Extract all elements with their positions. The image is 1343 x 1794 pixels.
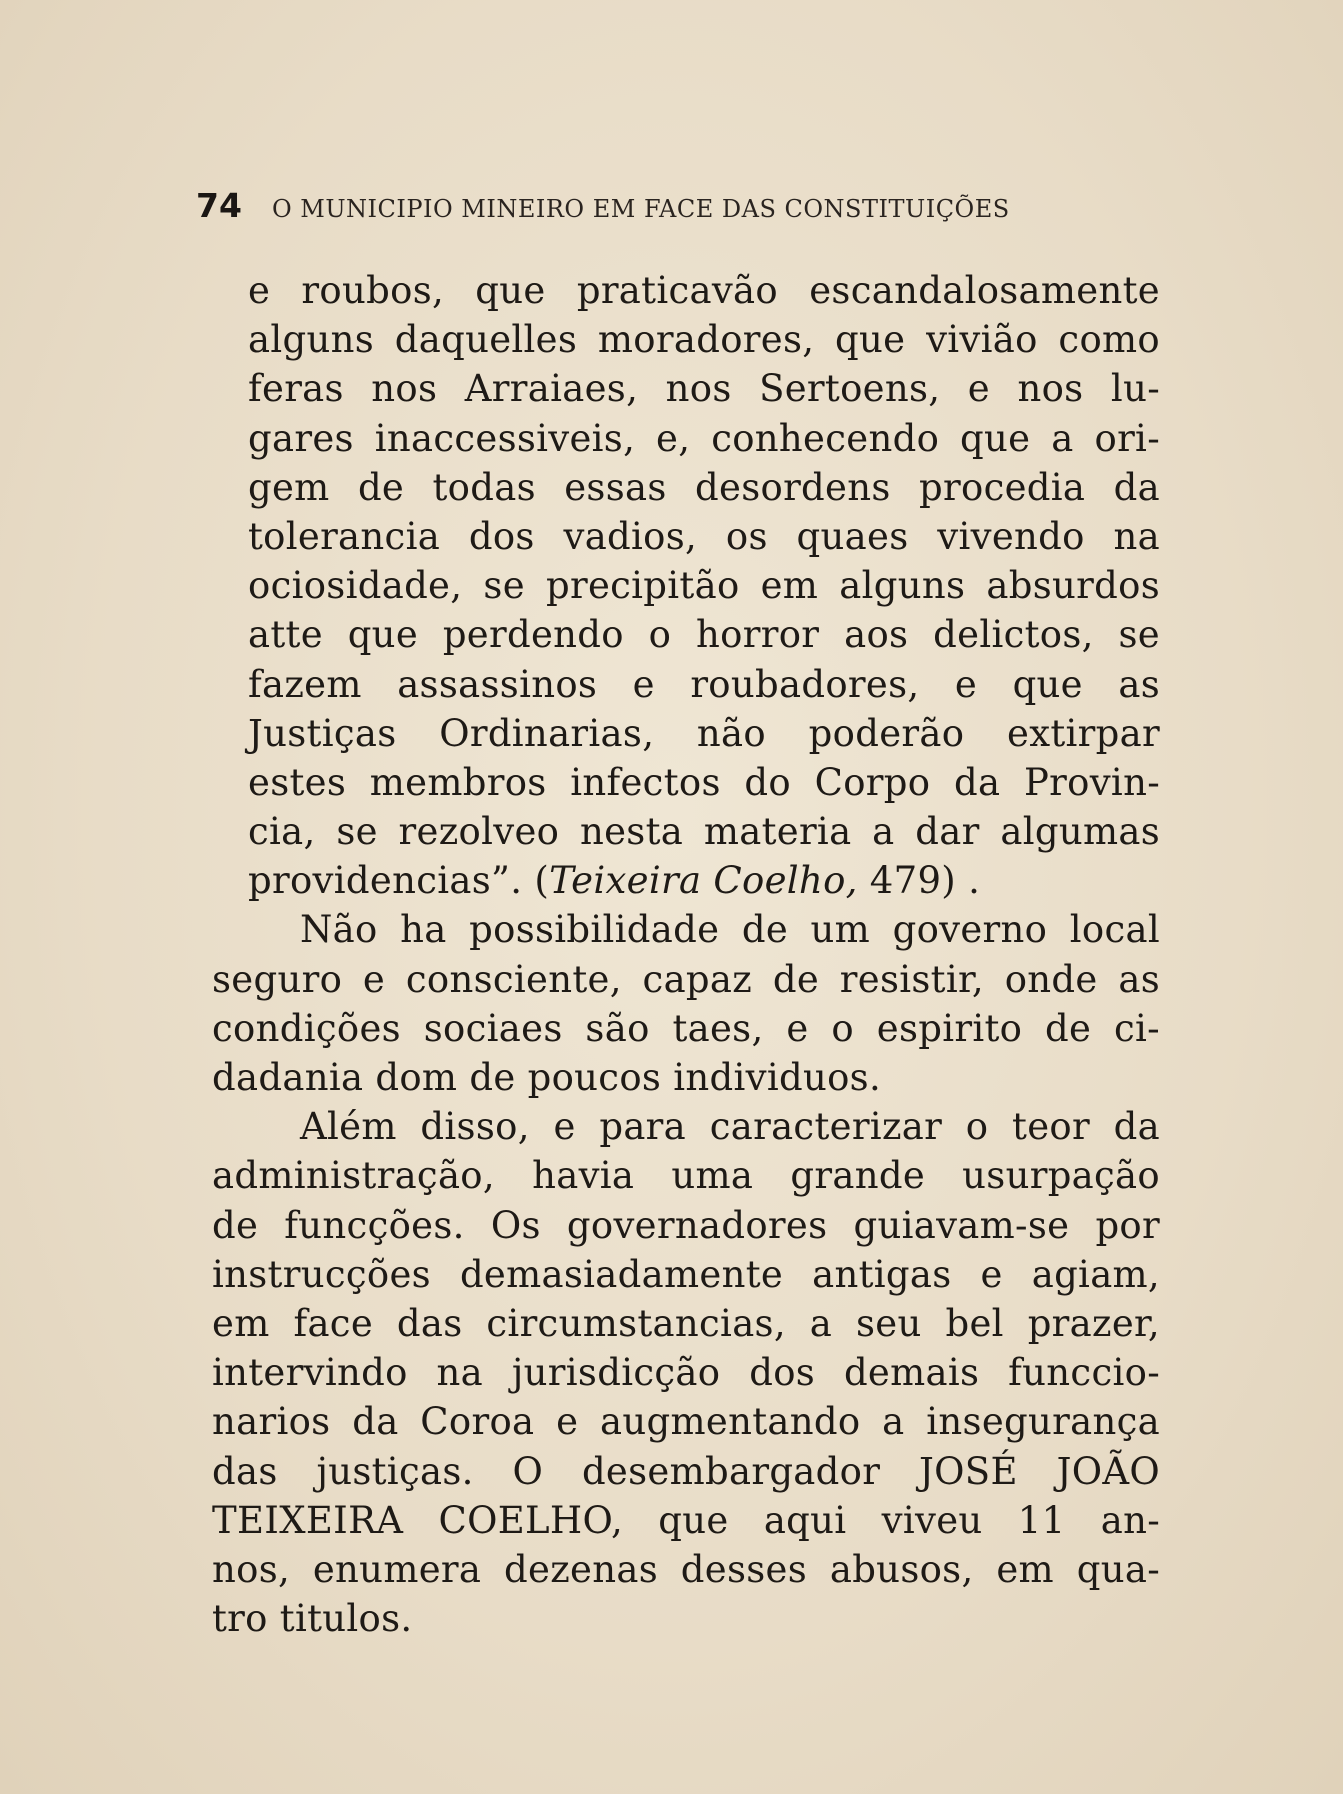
citation-page: 479) . xyxy=(857,859,981,903)
paragraph xyxy=(208,905,1168,1102)
paragraph-line: intervindo na jurisdicção dos demais funccio- xyxy=(212,1351,1160,1395)
quote-line: atte que perdendo o horror aos delictos, se xyxy=(248,613,1160,657)
paragraph xyxy=(208,1102,1168,1643)
paragraph-line: em face das circumstancias, a seu bel prazer, xyxy=(212,1301,1160,1345)
paragraph-line: dadania dom de poucos individuos. xyxy=(212,1056,882,1099)
quoted-passage xyxy=(208,266,1168,905)
quote-line: Justiças Ordinarias, não poderão extirpar xyxy=(248,711,1160,755)
quote-line: estes membros infectos do Corpo da Provin- xyxy=(248,760,1160,804)
quote-last-line xyxy=(208,856,1168,905)
quote-line: gem de todas essas desordens procedia da xyxy=(248,465,1160,509)
quote-line: e roubos, que praticavão escandalosamente xyxy=(248,269,1160,312)
paragraph-line: condições sociaes são taes, e o espirito de ci- xyxy=(212,1006,1160,1050)
paragraph-line: nos, enumera dezenas desses abusos, em qua- xyxy=(212,1547,1160,1591)
paragraph-line: das justiças. O desembargador JOSÉ JOÃO xyxy=(212,1449,1160,1493)
paragraph-line: Além disso, e para caracterizar o teor da xyxy=(300,1105,1160,1149)
quote-line: ociosidade, se precipitão em alguns absurdos xyxy=(248,564,1160,608)
paragraph-line: Não ha possibilidade de um governo local xyxy=(300,908,1160,952)
citation-author: Teixeira Coelho, xyxy=(549,859,858,903)
body-text xyxy=(208,266,1168,1643)
paragraph-line: instrucções demasiadamente antigas e agiam, xyxy=(212,1252,1160,1296)
paragraph-line: de funcções. Os governadores guiavam-se por xyxy=(212,1203,1160,1247)
quote-last-line-text: providencias”. ( xyxy=(248,859,550,903)
running-head xyxy=(196,186,1156,230)
paragraph-line: tro titulos. xyxy=(212,1597,413,1641)
quote-line: alguns daquelles moradores, que vivião como xyxy=(248,318,1160,362)
quote-line: fazem assassinos e roubadores, e que as xyxy=(248,662,1160,706)
running-title: O MUNICIPIO MINEIRO EM FACE DAS CONSTITUIÇÕES xyxy=(271,195,1010,223)
page-number: 74 xyxy=(196,186,242,225)
paragraph-line: seguro e consciente, capaz de resistir, onde as xyxy=(212,957,1160,1001)
quote-line: cia, se rezolveo nesta materia a dar algumas xyxy=(248,810,1160,854)
quote-line: tolerancia dos vadios, os quaes vivendo na xyxy=(248,514,1160,558)
quote-line: gares inaccessiveis, e, conhecendo que a ori- xyxy=(248,416,1160,460)
paragraph-line: narios da Coroa e augmentando a insegurança xyxy=(212,1400,1160,1444)
paragraph-line: TEIXEIRA COELHO, que aqui viveu 11 an- xyxy=(212,1498,1160,1542)
paragraph-line: administração, havia uma grande usurpação xyxy=(212,1154,1160,1198)
quote-line: feras nos Arraiaes, nos Sertoens, e nos lu- xyxy=(248,367,1160,411)
